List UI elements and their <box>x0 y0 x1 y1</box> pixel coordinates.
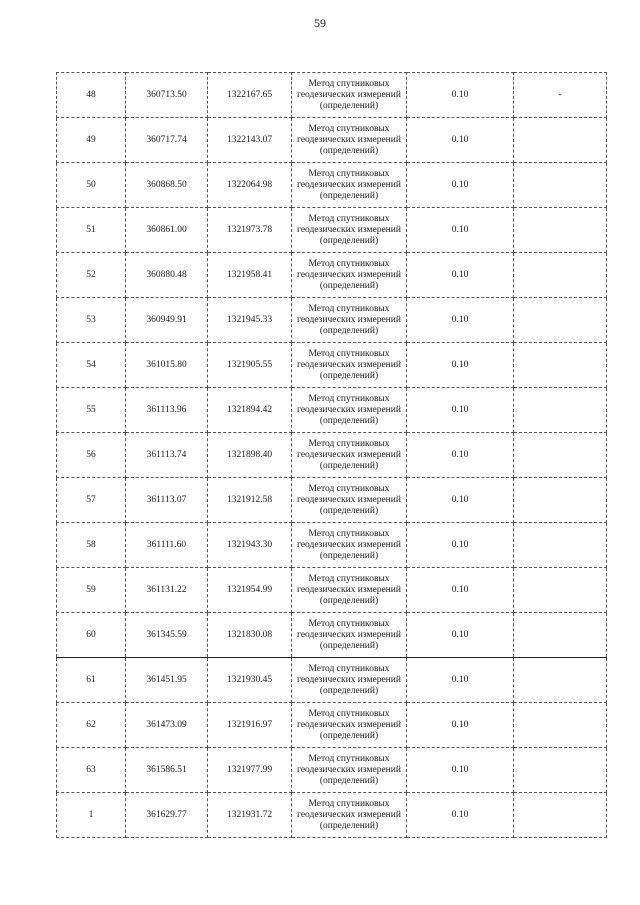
method-cell <box>292 793 407 838</box>
x-coordinate-cell <box>126 343 208 388</box>
point-number-cell <box>57 523 126 568</box>
coordinates-table <box>56 72 607 838</box>
method-cell-text: Метод спутниковых геодезических измерений (определений) <box>297 348 401 381</box>
note-cell <box>514 73 607 118</box>
note-cell <box>514 253 607 298</box>
method-cell <box>292 73 407 118</box>
y-coordinate-cell <box>208 163 292 208</box>
table-row <box>57 568 607 613</box>
point-number-cell-text: 48 <box>86 89 96 100</box>
y-coordinate-cell <box>208 658 292 703</box>
y-coordinate-cell-text: 1321830.08 <box>226 629 273 640</box>
point-number-cell-text: 50 <box>86 179 96 190</box>
accuracy-cell-text: 0.10 <box>451 359 469 370</box>
accuracy-cell-text: 0.10 <box>451 494 469 505</box>
accuracy-cell-text: 0.10 <box>451 539 469 550</box>
accuracy-cell <box>407 523 514 568</box>
x-coordinate-cell-text: 360880.48 <box>146 269 187 280</box>
note-cell <box>514 433 607 478</box>
y-coordinate-cell-text: 1321973.78 <box>226 224 273 235</box>
point-number-cell <box>57 118 126 163</box>
accuracy-cell <box>407 343 514 388</box>
note-cell <box>514 523 607 568</box>
accuracy-cell <box>407 253 514 298</box>
accuracy-cell-text: 0.10 <box>451 719 469 730</box>
x-coordinate-cell <box>126 568 208 613</box>
accuracy-cell-text: 0.10 <box>451 809 469 820</box>
x-coordinate-cell <box>126 118 208 163</box>
x-coordinate-cell <box>126 703 208 748</box>
y-coordinate-cell-text: 1321905.55 <box>226 359 273 370</box>
point-number-cell-text: 1 <box>88 809 94 820</box>
y-coordinate-cell <box>208 748 292 793</box>
y-coordinate-cell <box>208 388 292 433</box>
table-row <box>57 298 607 343</box>
table-row <box>57 658 607 703</box>
point-number-cell <box>57 343 126 388</box>
x-coordinate-cell-text: 360949.91 <box>146 314 187 325</box>
point-number-cell <box>57 703 126 748</box>
method-cell <box>292 163 407 208</box>
table-row <box>57 793 607 838</box>
accuracy-cell <box>407 73 514 118</box>
point-number-cell-text: 52 <box>86 269 96 280</box>
y-coordinate-cell-text: 1321958.41 <box>226 269 273 280</box>
y-coordinate-cell <box>208 613 292 658</box>
x-coordinate-cell <box>126 163 208 208</box>
point-number-cell <box>57 658 126 703</box>
method-cell <box>292 748 407 793</box>
point-number-cell <box>57 748 126 793</box>
method-cell <box>292 613 407 658</box>
accuracy-cell-text: 0.10 <box>451 584 469 595</box>
method-cell-text: Метод спутниковых геодезических измерений (определений) <box>297 258 401 291</box>
y-coordinate-cell <box>208 73 292 118</box>
note-cell <box>514 208 607 253</box>
accuracy-cell <box>407 613 514 658</box>
y-coordinate-cell-text: 1321931.72 <box>226 809 273 820</box>
point-number-cell-text: 56 <box>86 449 96 460</box>
accuracy-cell-text: 0.10 <box>451 404 469 415</box>
x-coordinate-cell-text: 361113.74 <box>146 449 187 460</box>
y-coordinate-cell <box>208 253 292 298</box>
accuracy-cell <box>407 208 514 253</box>
point-number-cell-text: 61 <box>86 674 96 685</box>
method-cell-text: Метод спутниковых геодезических измерений (определений) <box>297 528 401 561</box>
method-cell-text: Метод спутниковых геодезических измерений (определений) <box>297 753 401 786</box>
accuracy-cell <box>407 433 514 478</box>
method-cell <box>292 388 407 433</box>
accuracy-cell-text: 0.10 <box>451 89 469 100</box>
x-coordinate-cell-text: 360713.50 <box>146 89 187 100</box>
x-coordinate-cell-text: 361451.95 <box>146 674 187 685</box>
y-coordinate-cell-text: 1322167.65 <box>226 89 273 100</box>
accuracy-cell <box>407 793 514 838</box>
point-number-cell-text: 53 <box>86 314 96 325</box>
note-cell <box>514 613 607 658</box>
accuracy-cell <box>407 748 514 793</box>
y-coordinate-cell <box>208 208 292 253</box>
point-number-cell <box>57 433 126 478</box>
method-cell-text: Метод спутниковых геодезических измерений (определений) <box>297 78 401 111</box>
accuracy-cell-text: 0.10 <box>451 674 469 685</box>
x-coordinate-cell <box>126 298 208 343</box>
method-cell-text: Метод спутниковых геодезических измерений (определений) <box>297 483 401 516</box>
accuracy-cell-text: 0.10 <box>451 269 469 280</box>
method-cell <box>292 658 407 703</box>
x-coordinate-cell <box>126 73 208 118</box>
y-coordinate-cell <box>208 793 292 838</box>
note-cell <box>514 793 607 838</box>
y-coordinate-cell <box>208 523 292 568</box>
x-coordinate-cell-text: 361113.96 <box>146 404 187 415</box>
y-coordinate-cell-text: 1321954.99 <box>226 584 273 595</box>
x-coordinate-cell-text: 361345.59 <box>146 629 187 640</box>
accuracy-cell-text: 0.10 <box>451 179 469 190</box>
point-number-cell <box>57 163 126 208</box>
method-cell-text: Метод спутниковых геодезических измерений (определений) <box>297 213 401 246</box>
table-row <box>57 613 607 658</box>
y-coordinate-cell <box>208 478 292 523</box>
point-number-cell <box>57 253 126 298</box>
method-cell <box>292 118 407 163</box>
method-cell <box>292 433 407 478</box>
table-row <box>57 343 607 388</box>
method-cell <box>292 523 407 568</box>
accuracy-cell-text: 0.10 <box>451 449 469 460</box>
x-coordinate-cell <box>126 433 208 478</box>
y-coordinate-cell-text: 1321930.45 <box>226 674 273 685</box>
note-cell <box>514 343 607 388</box>
method-cell-text: Метод спутниковых геодезических измерений (определений) <box>297 573 401 606</box>
x-coordinate-cell-text: 361015.80 <box>146 359 187 370</box>
method-cell-text: Метод спутниковых геодезических измерений (определений) <box>297 663 401 696</box>
table-row <box>57 433 607 478</box>
y-coordinate-cell-text: 1321916.97 <box>226 719 273 730</box>
accuracy-cell-text: 0.10 <box>451 764 469 775</box>
point-number-cell-text: 49 <box>86 134 96 145</box>
method-cell <box>292 208 407 253</box>
x-coordinate-cell <box>126 793 208 838</box>
table-row <box>57 748 607 793</box>
coordinates-table-body <box>57 73 607 838</box>
y-coordinate-cell-text: 1321977.99 <box>226 764 273 775</box>
point-number-cell-text: 54 <box>86 359 96 370</box>
accuracy-cell-text: 0.10 <box>451 314 469 325</box>
method-cell-text: Метод спутниковых геодезических измерений (определений) <box>297 123 401 156</box>
page-number: 59 <box>314 16 326 30</box>
point-number-cell-text: 57 <box>86 494 96 505</box>
x-coordinate-cell <box>126 523 208 568</box>
x-coordinate-cell-text: 361586.51 <box>146 764 187 775</box>
x-coordinate-cell <box>126 388 208 433</box>
y-coordinate-cell-text: 1322143.07 <box>226 134 273 145</box>
point-number-cell-text: 60 <box>86 629 96 640</box>
note-cell <box>514 118 607 163</box>
table-row <box>57 388 607 433</box>
y-coordinate-cell <box>208 298 292 343</box>
y-coordinate-cell <box>208 568 292 613</box>
x-coordinate-cell-text: 360868.50 <box>146 179 187 190</box>
x-coordinate-cell-text: 361131.22 <box>146 584 187 595</box>
accuracy-cell-text: 0.10 <box>451 134 469 145</box>
accuracy-cell-text: 0.10 <box>451 224 469 235</box>
point-number-cell <box>57 73 126 118</box>
y-coordinate-cell <box>208 118 292 163</box>
accuracy-cell <box>407 163 514 208</box>
y-coordinate-cell-text: 1321912.58 <box>226 494 273 505</box>
note-cell-text: - <box>558 89 562 100</box>
point-number-cell-text: 51 <box>86 224 96 235</box>
table-row <box>57 523 607 568</box>
table-row <box>57 478 607 523</box>
note-cell <box>514 298 607 343</box>
table-row <box>57 703 607 748</box>
method-cell <box>292 568 407 613</box>
method-cell-text: Метод спутниковых геодезических измерений (определений) <box>297 798 401 831</box>
y-coordinate-cell-text: 1321943.30 <box>226 539 273 550</box>
point-number-cell <box>57 613 126 658</box>
y-coordinate-cell-text: 1321898.40 <box>226 449 273 460</box>
y-coordinate-cell-text: 1322064.98 <box>226 179 273 190</box>
method-cell <box>292 298 407 343</box>
accuracy-cell <box>407 298 514 343</box>
y-coordinate-cell-text: 1321945.33 <box>226 314 273 325</box>
table-row <box>57 118 607 163</box>
point-number-cell <box>57 478 126 523</box>
accuracy-cell <box>407 478 514 523</box>
method-cell-text: Метод спутниковых геодезических измерений (определений) <box>297 708 401 741</box>
point-number-cell-text: 58 <box>86 539 96 550</box>
method-cell <box>292 703 407 748</box>
x-coordinate-cell <box>126 748 208 793</box>
accuracy-cell <box>407 118 514 163</box>
x-coordinate-cell <box>126 613 208 658</box>
accuracy-cell <box>407 388 514 433</box>
y-coordinate-cell-text: 1321894.42 <box>226 404 273 415</box>
y-coordinate-cell <box>208 703 292 748</box>
point-number-cell <box>57 793 126 838</box>
x-coordinate-cell <box>126 253 208 298</box>
note-cell <box>514 568 607 613</box>
note-cell <box>514 658 607 703</box>
table-row <box>57 208 607 253</box>
point-number-cell-text: 55 <box>86 404 96 415</box>
method-cell-text: Метод спутниковых геодезических измерений (определений) <box>297 168 401 201</box>
table-row <box>57 73 607 118</box>
method-cell-text: Метод спутниковых геодезических измерений (определений) <box>297 438 401 471</box>
x-coordinate-cell <box>126 208 208 253</box>
method-cell-text: Метод спутниковых геодезических измерений (определений) <box>297 618 401 651</box>
method-cell <box>292 343 407 388</box>
method-cell-text: Метод спутниковых геодезических измерений (определений) <box>297 303 401 336</box>
x-coordinate-cell-text: 361111.60 <box>146 539 187 550</box>
accuracy-cell <box>407 703 514 748</box>
point-number-cell <box>57 388 126 433</box>
note-cell <box>514 163 607 208</box>
point-number-cell-text: 63 <box>86 764 96 775</box>
point-number-cell-text: 62 <box>86 719 96 730</box>
point-number-cell <box>57 298 126 343</box>
point-number-cell-text: 59 <box>86 584 96 595</box>
note-cell <box>514 388 607 433</box>
method-cell-text: Метод спутниковых геодезических измерений (определений) <box>297 393 401 426</box>
point-number-cell <box>57 208 126 253</box>
table-row <box>57 163 607 208</box>
x-coordinate-cell-text: 361629.77 <box>146 809 187 820</box>
note-cell <box>514 703 607 748</box>
y-coordinate-cell <box>208 343 292 388</box>
note-cell <box>514 748 607 793</box>
x-coordinate-cell-text: 361113.07 <box>146 494 187 505</box>
method-cell <box>292 253 407 298</box>
table-row <box>57 253 607 298</box>
accuracy-cell <box>407 658 514 703</box>
x-coordinate-cell-text: 360861.00 <box>146 224 187 235</box>
x-coordinate-cell <box>126 478 208 523</box>
x-coordinate-cell-text: 361473.09 <box>146 719 187 730</box>
method-cell <box>292 478 407 523</box>
x-coordinate-cell <box>126 658 208 703</box>
accuracy-cell-text: 0.10 <box>451 629 469 640</box>
point-number-cell <box>57 568 126 613</box>
x-coordinate-cell-text: 360717.74 <box>146 134 187 145</box>
y-coordinate-cell <box>208 433 292 478</box>
note-cell <box>514 478 607 523</box>
accuracy-cell <box>407 568 514 613</box>
